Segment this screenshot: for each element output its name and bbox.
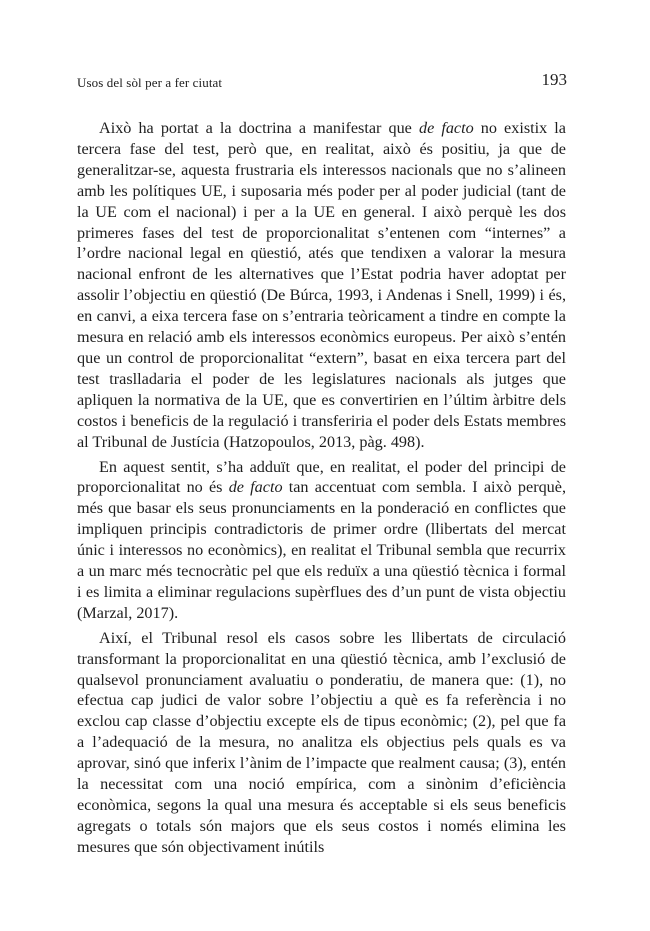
italic-term: de facto	[418, 119, 474, 137]
italic-term: de facto	[228, 478, 283, 497]
paragraph: En aquest sentit, s’ha adduït que, en realitat, el poder del principi de proporcionalitat no és de facto tan accentuat com sembla. I això perquè, més que basar els seus pronunciaments en la ponderació en conflictes que impliquen principis contradictoris de primer ordre (llibertats del mercat únic i interessos no econòmics), en realitat el Tribunal sembla que recurrix a un marc més tecnocràtic pel que els reduïx a una qüestió tècnica i formal i es limita a eliminar regulacions supèrflues des d’un punt de vista objectiu (Marzal, 2017).	[77, 457, 566, 622]
page-header	[77, 70, 567, 92]
running-title: Usos del sòl per a fer ciutat	[77, 75, 223, 90]
paragraph: Això ha portat a la doctrina a manifestar que de facto no existix la tercera fase del test, però que, en realitat, això és positiu, ja que de generalitzar-se, aquesta frustraria els interessos nacionals que no s’alineen amb les polítiques UE, i suposaria més poder per al poder judicial (tant de la UE com el nacional) i per a la UE en general. I això perquè les dos primeres fases del test de proporcionalitat s’entenen com “internes” a l’ordre nacional legal en qüestió, atés que tendixen a valorar la mesura nacional enfront de les alternatives que l’Estat podria haver adoptat per assolir l’objectiu en qüestió (De Búrca, 1993, i Andenas i Snell, 1999) i és, en canvi, a eixa tercera fase on s’entraria teòricament a tindre en compte la mesura en relació amb els interessos econòmics europeus. Per això s’entén que un control de proporcionalitat “extern”, basat en eixa tercera part del test traslladaria el poder de les legislatures nacionals als jutges que apliquen la normativa de la UE, que es convertirien en l’últim àrbitre dels costos i beneficis de la regulació i transferiria el poder dels Estats membres al Tribunal de Justícia (Hatzopoulos, 2013, pàg. 498).	[77, 119, 566, 451]
paragraph: Així, el Tribunal resol els casos sobre les llibertats de circulació transformant la proporcionalitat en una qüestió tècnica, amb l’exclusió de qualsevol pronunciament avaluatiu o ponderatiu, de manera que: (1), no efectua cap judici de valor sobre l’objectiu a què es fa referència i no exclou cap classe d’objectiu excepte els de tipus econòmic; (2), pel que fa a l’adequació de la mesura, no analitza els objectius pels quals es va aprovar, sinó que inferix l’ànim de l’impacte que realment causa; (3), entén la necessitat com una noció empírica, com a sinònim d’eficiència econòmica, segons la qual una mesura és acceptable si els seus beneficis agregats o totals són majors que els seus costos i només elimina les mesures que són objectivament inútils	[77, 628, 566, 856]
page-number: 193	[541, 70, 567, 89]
body-text	[77, 118, 566, 858]
